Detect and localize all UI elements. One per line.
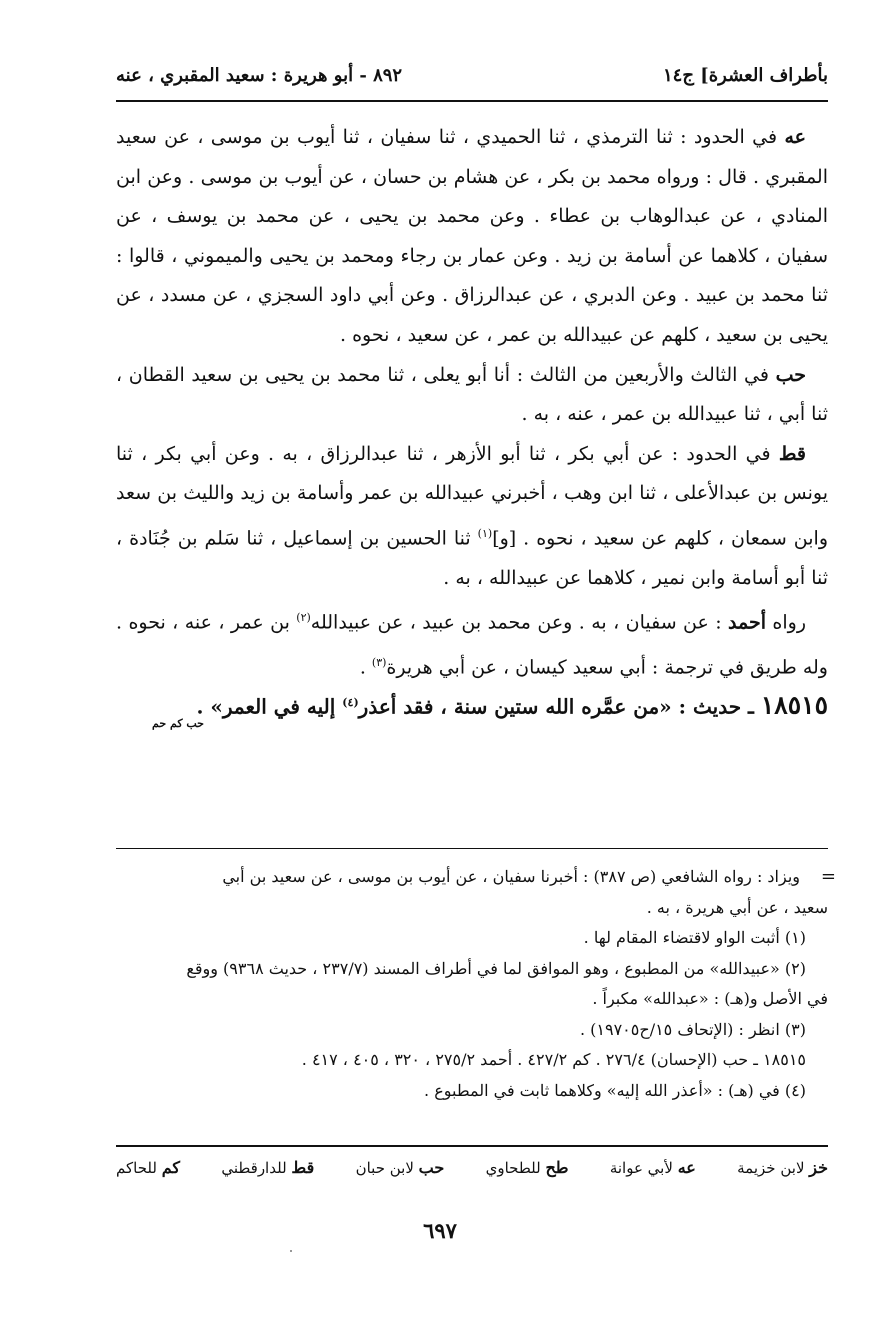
footnote-2-line: في الأصل و(هـ) : «عبدالله» مكبراً . — [592, 989, 828, 1008]
legend-code: كم — [161, 1158, 180, 1177]
paragraph-text: ثنا الحسين بن إسماعيل ، ثنا سَلم بن جُنَادة ، ثنا أبو أسامة وابن نمير ، كلاهما عن عبيدالله ، به . — [116, 527, 828, 589]
legend-label: للطحاوي — [485, 1159, 541, 1177]
footnote-continuation-line: سعيد ، عن أبي هريرة ، به . — [646, 897, 828, 917]
legend-label: لابن خزيمة — [737, 1159, 805, 1177]
footnote-hadith-sources: ١٨٥١٥ ـ حب (الإحسان) ٢٧٦/٤ . كم ٤٢٧/٢ . أحمد ٢٧٥/٢ ، ٣٢٠ ، ٤٠٥ ، ٤١٧ . — [301, 1050, 806, 1069]
paragraph-text: في الحدود : عن أبي بكر ، ثنا أبو الأزهر ، ثنا عبدالرزاق ، به . وعن أبي بكر ، ثنا يونس بن عبدالأعلى ، ثنا ابن وهب ، أخبرني عبيدالله بن عمر وأسامة بن زيد والليث بن سعد وابن سمعان ، كلهم عن سعيد ، نحوه . [و] — [116, 442, 829, 550]
main-text — [116, 118, 828, 730]
legend-item — [610, 1158, 696, 1177]
hadith-source-codes: حب كم حم — [152, 716, 204, 730]
legend-label: للحاكم — [116, 1159, 157, 1177]
legend-code: قط — [291, 1158, 315, 1177]
footnote-3: (٣) انظر : (الإتحاف ١٥/ح١٩٧٠٥) . — [579, 1019, 806, 1039]
legend-item — [356, 1158, 445, 1177]
footnote-4: (٤) في (هـ) : «أعذر الله إليه» وكلاهما ثابت في المطبوع . — [424, 1080, 806, 1100]
legend-code: طح — [545, 1158, 569, 1177]
source-code-hb: حب — [775, 363, 806, 386]
continuation-mark: = — [820, 866, 836, 887]
hadith-text: إليه في العمر» . — [196, 694, 343, 719]
paragraph-text: بن عمر ، عنه ، نحوه . وله طريق في ترجمة : أبي سعيد كيسان ، عن أبي هريرة — [116, 611, 828, 679]
scan-speck — [290, 1250, 292, 1252]
hadith-text: «من عمَّره الله ستين سنة ، فقد أعذر — [358, 694, 672, 719]
legend-item — [486, 1158, 569, 1177]
paragraph-ahmad — [116, 598, 828, 688]
abbreviation-legend — [116, 1158, 828, 1177]
header-chapter-title: ٨٩٢ - أبو هريرة : سعيد المقبري ، عنه — [116, 64, 403, 86]
legend-item — [737, 1158, 828, 1177]
legend-label: لأبي عوانة — [609, 1159, 673, 1177]
paragraph-text: : عن سفيان ، به . وعن محمد بن عبيد ، عن عبيدالله — [310, 611, 729, 634]
paragraph-prefix: رواه — [766, 611, 807, 634]
source-name-ahmad: أحمد — [728, 611, 767, 634]
legend-label: لابن حبان — [355, 1159, 414, 1177]
footnote-ref-2: (٢) — [296, 611, 311, 625]
legend-code: عه — [677, 1158, 696, 1177]
legend-code: حب — [418, 1158, 445, 1177]
source-code-qt: قط — [778, 442, 806, 465]
footnote-continuation — [116, 862, 836, 893]
legend-divider — [116, 1145, 828, 1147]
footnote-2: (٢) «عبيدالله» من المطبوع ، وهو الموافق لما في أطراف المسند (٢٣٧/٧ ، حديث ٩٣٦٨) ووقع — [186, 958, 806, 978]
paragraph-text: في الثالث والأربعين من الثالث : أنا أبو يعلى ، ثنا محمد بن يحيى بن سعيد القطان ، ثنا أبي ، ثنا عبيدالله بن عمر ، عنه ، به . — [116, 363, 828, 426]
header-divider — [116, 100, 828, 102]
source-code-ah: عه — [784, 126, 806, 148]
paragraph-qt — [116, 435, 828, 599]
paragraph-text: في الحدود : ثنا الترمذي ، ثنا الحميدي ، ثنا سفيان ، ثنا أيوب بن موسى ، عن سعيد المقبري . قال : ورواه محمد بن بكر ، عن هشام بن حسان ، عن أيوب بن موسى . وعن ابن المنادي ، عن عبدالوهاب بن عطاء . وعن محمد بن يحيى ، عن محمد بن يوسف ، عن سفيان ، كلاهما عن أسامة بن زيد . وعن عمار بن رجاء ومحمد بن يحيى والميموني ، قالوا : ثنا محمد بن عبيد . وعن الدبري ، عن عبدالرزاق . وعن أبي داود السجزي ، عن مسدد ، عن يحيى بن سعيد ، كلهم عن عبيدالله بن عمر ، عن سعيد ، نحوه . — [116, 126, 828, 346]
header-book-title: بأطراف العشرة] ج١٤ — [662, 64, 828, 86]
legend-item — [221, 1158, 314, 1177]
footnote-ref-4: (٤) — [342, 696, 359, 710]
footnote-ref-3: (٣) — [371, 656, 387, 670]
hadith-label: ـ حديث : — [671, 694, 761, 719]
footnote-text: ويزاد : رواه الشافعي (ص ٣٨٧) : أخبرنا سفيان ، عن أيوب بن موسى ، عن سعيد بن أبي — [222, 867, 800, 886]
page-number: ٦٩٧ — [423, 1218, 457, 1243]
footnote-ref-1: (١) — [477, 526, 493, 540]
paragraph-hb — [116, 356, 828, 435]
legend-item — [116, 1158, 180, 1177]
footnote-divider — [116, 848, 828, 849]
legend-code: خز — [809, 1158, 828, 1177]
hadith-number: ١٨٥١٥ — [760, 690, 828, 720]
paragraph-ah — [116, 118, 828, 356]
footnotes — [116, 862, 836, 1106]
paragraph-text: . — [359, 656, 372, 679]
footnote-1: (١) أثبت الواو لاقتضاء المقام لها . — [583, 928, 806, 947]
hadith-entry — [116, 688, 828, 722]
legend-label: للدارقطني — [221, 1159, 287, 1177]
running-header — [116, 58, 828, 92]
